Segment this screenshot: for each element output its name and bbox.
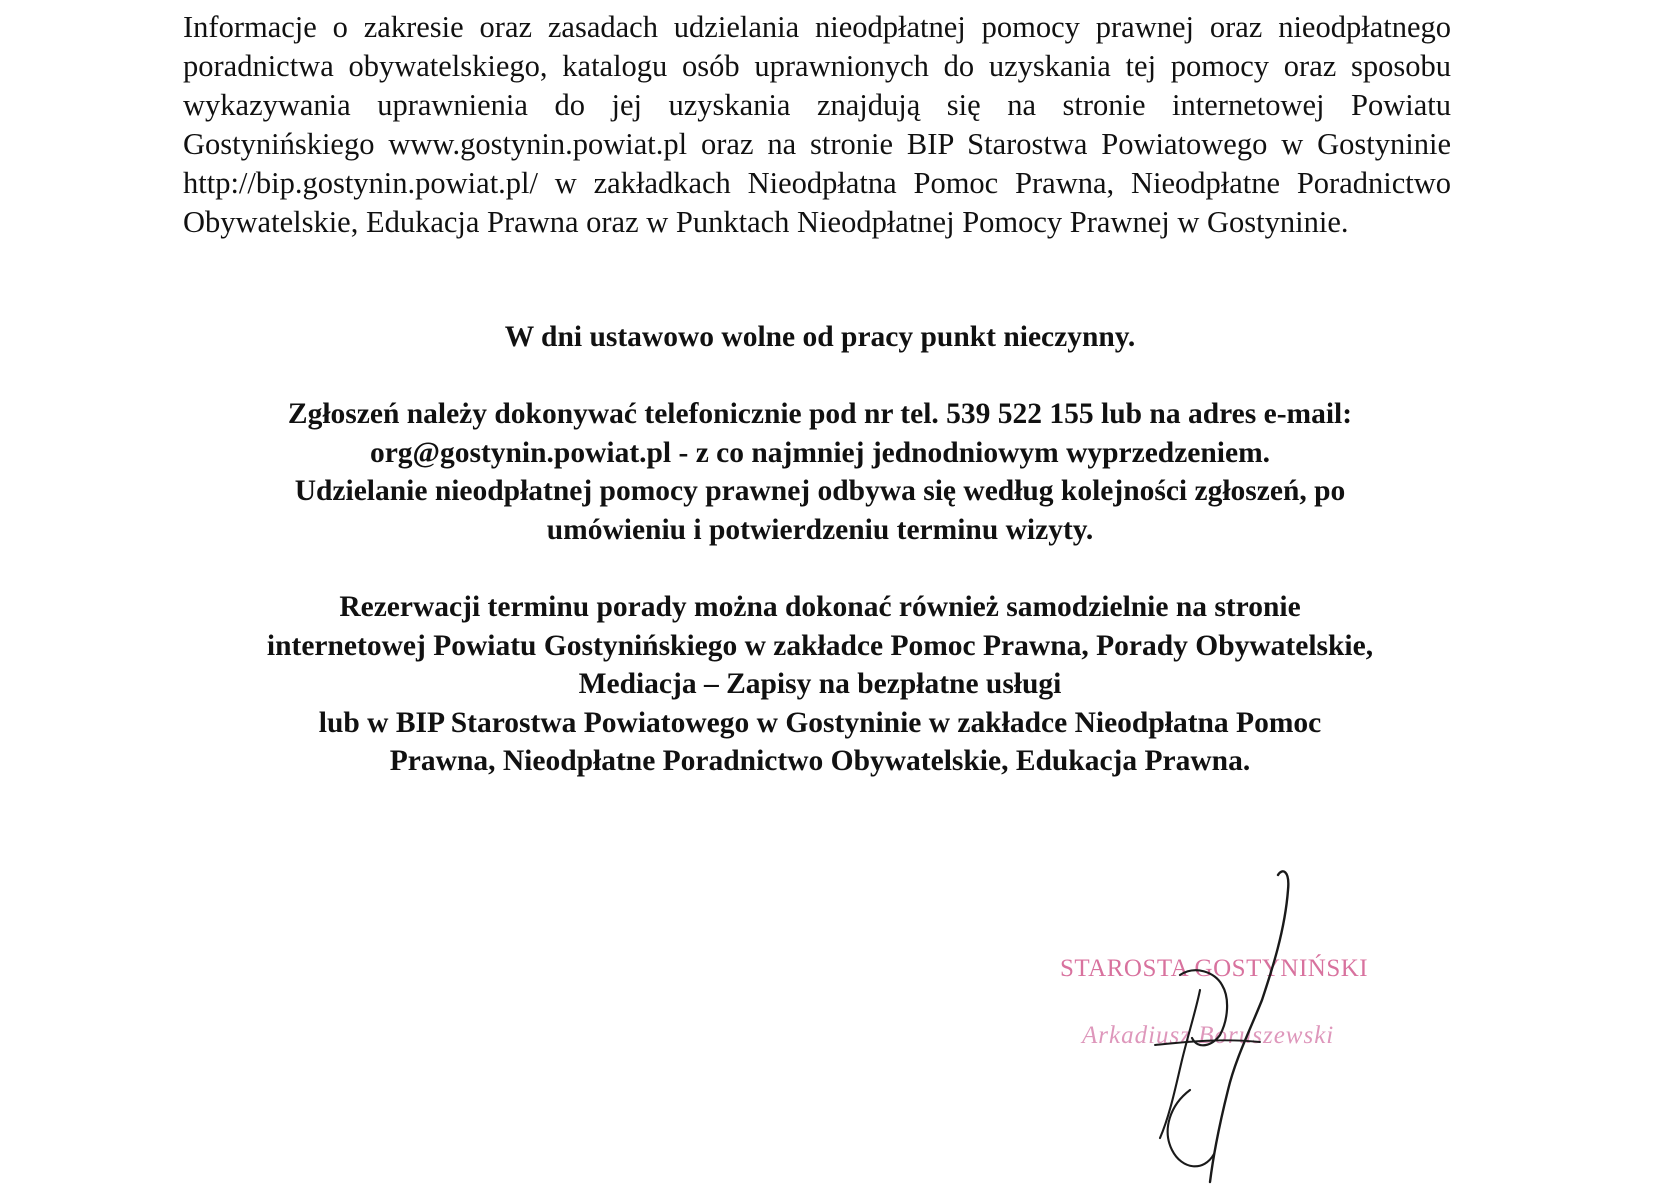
contact-instructions [170,395,1470,549]
reservation-line-2: internetowej Powiatu Gostynińskiego w zakładce Pomoc Prawna, Porady Obywatelskie, [266,629,1374,662]
reservation-instructions [170,588,1470,781]
reservation-line-3: Mediacja – Zapisy na bezpłatne usługi [578,668,1062,700]
stamp-title: STAROSTA GOSTYNIŃSKI [1060,955,1369,982]
reservation-line-5: Prawna, Nieodpłatne Poradnictwo Obywatelskie, Edukacja Prawna. [389,745,1251,777]
closed-notice [170,318,1470,357]
stamp-name: Arkadiusz Boruszewski [1082,1022,1335,1049]
contact-line-1: Zgłoszeń należy dokonywać telefonicznie pod nr tel. 539 522 155 lub na adres e-mail: [287,398,1353,430]
handwritten-signature [1150,860,1320,1202]
closed-notice-text: W dni ustawowo wolne od pracy punkt nieczynny. [504,321,1136,353]
intro-paragraph: Informacje o zakresie oraz zasadach udzielania nieodpłatnej pomocy prawnej oraz nieodpłatnego poradnictwa obywatelskiego, katalogu osób uprawnionych do uzyskania tej pomocy oraz sposobu wykazywania uprawnienia do jej uzyskania znajdują się na stronie internetowej Powiatu Gostynińskiego www.gostynin.powiat.pl oraz na stronie BIP Starostwa Powiatowego w Gostyninie http://bip.gostynin.powiat.pl/ w zakładkach Nieodpłatna Pomoc Prawna, Nieodpłatne Poradnictwo Obywatelskie, Edukacja Prawna oraz w Punktach Nieodpłatnej Pomocy Prawnej w Gostyninie. [183,10,1451,239]
reservation-line-1: Rezerwacji terminu porady można dokonać również samodzielnie na stronie [339,591,1301,623]
contact-line-2: org@gostynin.powiat.pl - z co najmniej jednodniowym wyprzedzeniem. [369,436,1271,469]
reservation-line-4: lub w BIP Starostwa Powiatowego w Gostyninie w zakładce Nieodpłatna Pomoc [318,706,1322,739]
contact-line-3: Udzielanie nieodpłatnej pomocy prawnej odbywa się według kolejności zgłoszeń, po [294,475,1346,507]
contact-line-4: umówieniu i potwierdzeniu terminu wizyty. [546,513,1094,546]
